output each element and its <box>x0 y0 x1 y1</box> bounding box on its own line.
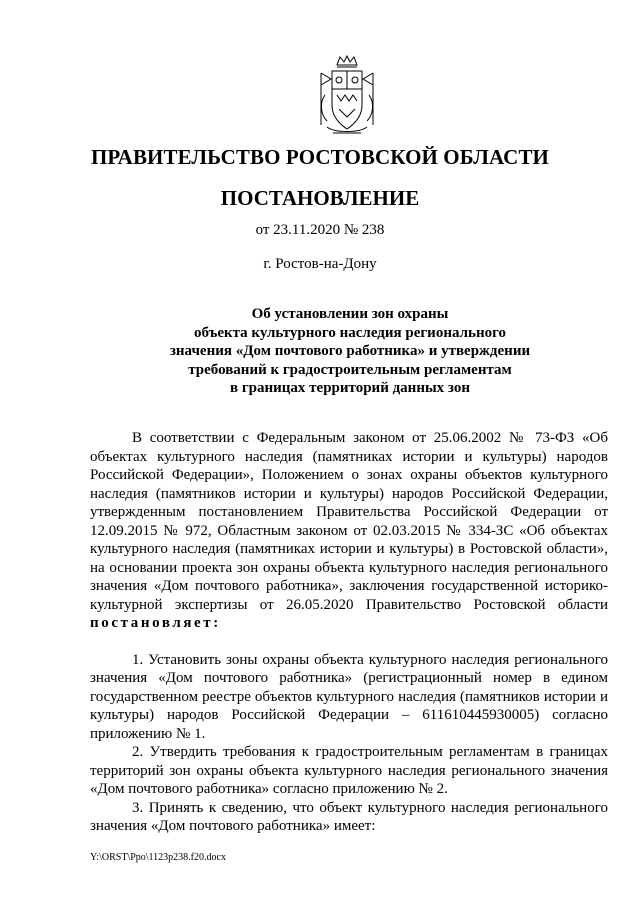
document-subject <box>90 305 610 398</box>
footer-file-path: Y:\ORST\Ppo\1123p238.f20.docx <box>90 852 226 863</box>
item-paragraph-3: 3. Принять к сведению, что объект культурного наследия регионального значения «Дом почтового работника» имеет: <box>90 799 608 834</box>
preamble-text: В соответствии с Федеральным законом от 25.06.2002 № 73-ФЗ «Об объектах культурного наследия (памятниках истории и культуры) народов Российской Федерации», Положением о зонах охраны объектов культурного наследия (памятников истории и культуры) народов Российской Федерации, утвержденным постановлением Правительства Российской Федерации от 12.09.2015 № 972, Областным законом от 02.03.2015 № 334-ЗС «Об объектах культурного наследия (памятниках истории и культуры) в Ростовской области», на основании проекта зон охраны объекта культурного наследия регионального значения «Дом почтового работника», заключения государственной историко-культурной экспертизы от 26.05.2020 Правительство Ростовской области <box>90 430 608 613</box>
document-city: г. Ростов-на-Дону <box>263 256 377 272</box>
resolves-word: постановляет: <box>90 615 221 631</box>
subject-line: значения «Дом почтового работника» и утверждении <box>169 343 531 359</box>
item-paragraph-2: 2. Утвердить требования к градостроительным регламентам в границах территорий зон охраны объекта культурного наследия регионального значения «Дом почтового работника» согласно приложению № 2. <box>90 744 608 797</box>
item-paragraph-1: 1. Установить зоны охраны объекта культурного наследия регионального значения «Дом почтового работника» (регистрационный номер в едином государственном реестре объектов культурного наследия (памятников истории и культуры) народов Российской Федерации – 611610445930005) согласно приложению № 1. <box>90 651 608 742</box>
subject-line: в границах территорий данных зон <box>230 380 470 396</box>
subject-line: Об установлении зон охраны <box>251 306 449 322</box>
document-body <box>90 429 608 836</box>
subject-line: объекта культурного наследия регионального <box>193 324 507 341</box>
preamble-paragraph <box>90 429 608 633</box>
subject-line: требований к градостроительным регламентам <box>188 361 512 378</box>
document-type: ПОСТАНОВЛЕНИЕ <box>220 186 420 210</box>
document-date-number: от 23.11.2020 № 238 <box>255 222 385 238</box>
organization-title: ПРАВИТЕЛЬСТВО РОСТОВСКОЙ ОБЛАСТИ <box>91 145 549 169</box>
coat-of-arms-icon <box>313 55 381 137</box>
